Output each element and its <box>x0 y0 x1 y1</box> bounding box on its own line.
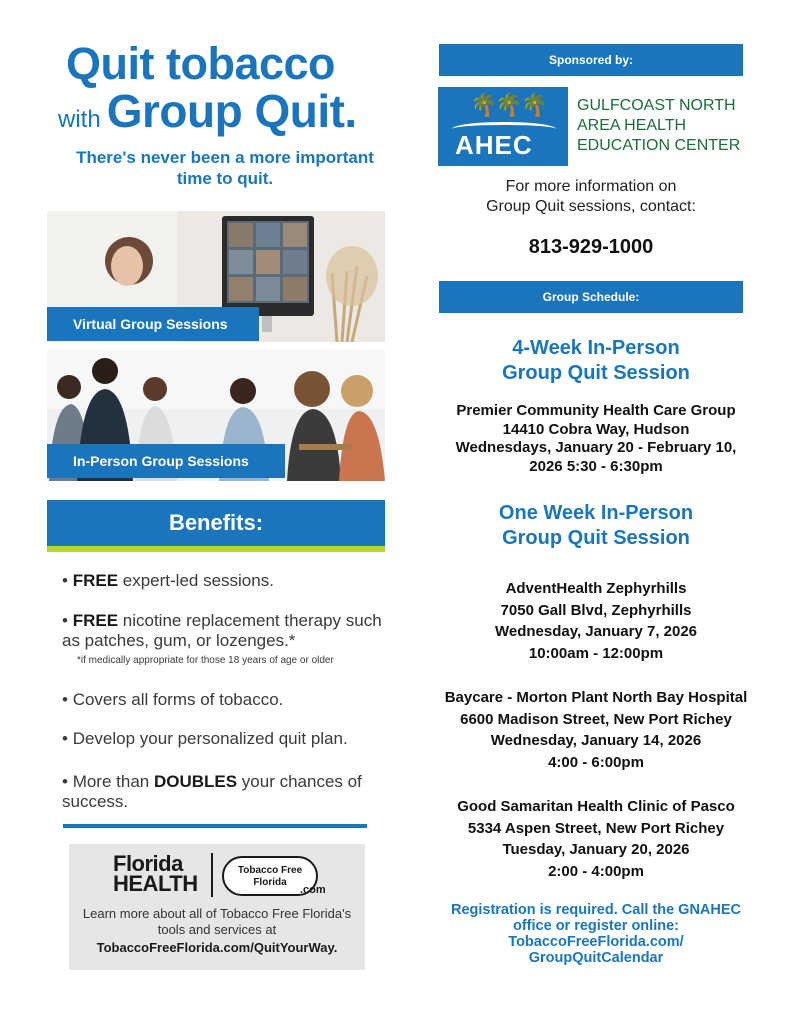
in-person-sessions-label: In-Person Group Sessions <box>47 444 285 478</box>
footer-url[interactable]: TobaccoFreeFlorida.com/QuitYourWay. <box>96 940 338 955</box>
logo-divider <box>211 853 213 897</box>
headline-line1: Quit tobacco <box>66 38 336 89</box>
benefit-footnote: *if medically appropriate for those 18 years of age or older <box>77 655 334 666</box>
benefit-item: • FREE expert-led sessions. <box>62 571 274 590</box>
registration-note: Registration is required. Call the GNAHEC office or register online: TobaccoFreeFlorida.com/ GroupQuitCalendar <box>410 902 782 966</box>
palm-trees-icon: 🌴🌴🌴 <box>470 92 547 117</box>
benefit-item: • More than DOUBLES your chances of success. <box>62 772 362 811</box>
schedule-entry: Baycare - Morton Plant North Bay Hospital 6600 Madison Street, New Port Richey Wednesday, January 14, 2026 4:00 - 6:00pm <box>444 689 748 771</box>
headline-line2 <box>58 84 357 138</box>
schedule-entry: Premier Community Health Care Group 14410 Cobra Way, Hudson Wednesdays, January 20 - February 10, 2026 5:30 - 6:30pm <box>455 402 737 475</box>
contact-info: For more information on Group Quit sessions, contact: <box>486 178 696 215</box>
headline-group-quit: Group Quit. <box>106 85 357 137</box>
benefit-item: • Develop your personalized quit plan. <box>62 729 348 748</box>
headline-with: with <box>58 106 101 133</box>
tobacco-free-florida-com: .com <box>300 884 326 896</box>
tobacco-free-florida-logo: Tobacco Free Florida <box>222 856 318 896</box>
benefits-accent-line <box>47 546 385 552</box>
footer-text: Learn more about all of Tobacco Free Florida's tools and services at <box>82 906 352 937</box>
registration-link[interactable]: TobaccoFreeFlorida.com/ <box>508 934 684 950</box>
florida-health-logo: Florida HEALTH <box>113 851 198 896</box>
ahec-logo-text: AHEC <box>455 130 533 160</box>
virtual-sessions-label: Virtual Group Sessions <box>47 307 259 341</box>
benefit-item: • Covers all forms of tobacco. <box>62 690 284 709</box>
group-schedule-bar: Group Schedule: <box>439 281 743 313</box>
phone-number[interactable]: 813-929-1000 <box>528 236 654 258</box>
section-title-4-week: 4-Week In-Person Group Quit Session <box>502 337 690 384</box>
schedule-entry: AdventHealth Zephyrhills 7050 Gall Blvd, Zephyrhills Wednesday, January 7, 2026 10:00am - 12:00pm <box>494 580 698 662</box>
benefit-item: • FREE nicotine replacement therapy such as patches, gum, or lozenges.* <box>62 611 382 650</box>
benefits-heading: Benefits: <box>47 500 385 546</box>
sponsored-by-bar: Sponsored by: <box>439 44 743 76</box>
section-title-one-week: One Week In-Person Group Quit Session <box>498 502 694 549</box>
registration-link[interactable]: GroupQuitCalendar <box>528 950 664 966</box>
tagline: There's never been a more important time to quit. <box>76 148 374 188</box>
divider-rule <box>63 824 367 828</box>
schedule-entry: Good Samaritan Health Clinic of Pasco 5334 Aspen Street, New Port Richey Tuesday, January 20, 2026 2:00 - 4:00pm <box>457 798 735 880</box>
ahec-org-name: GULFCOAST NORTH AREA HEALTH EDUCATION CENTER <box>577 97 741 154</box>
